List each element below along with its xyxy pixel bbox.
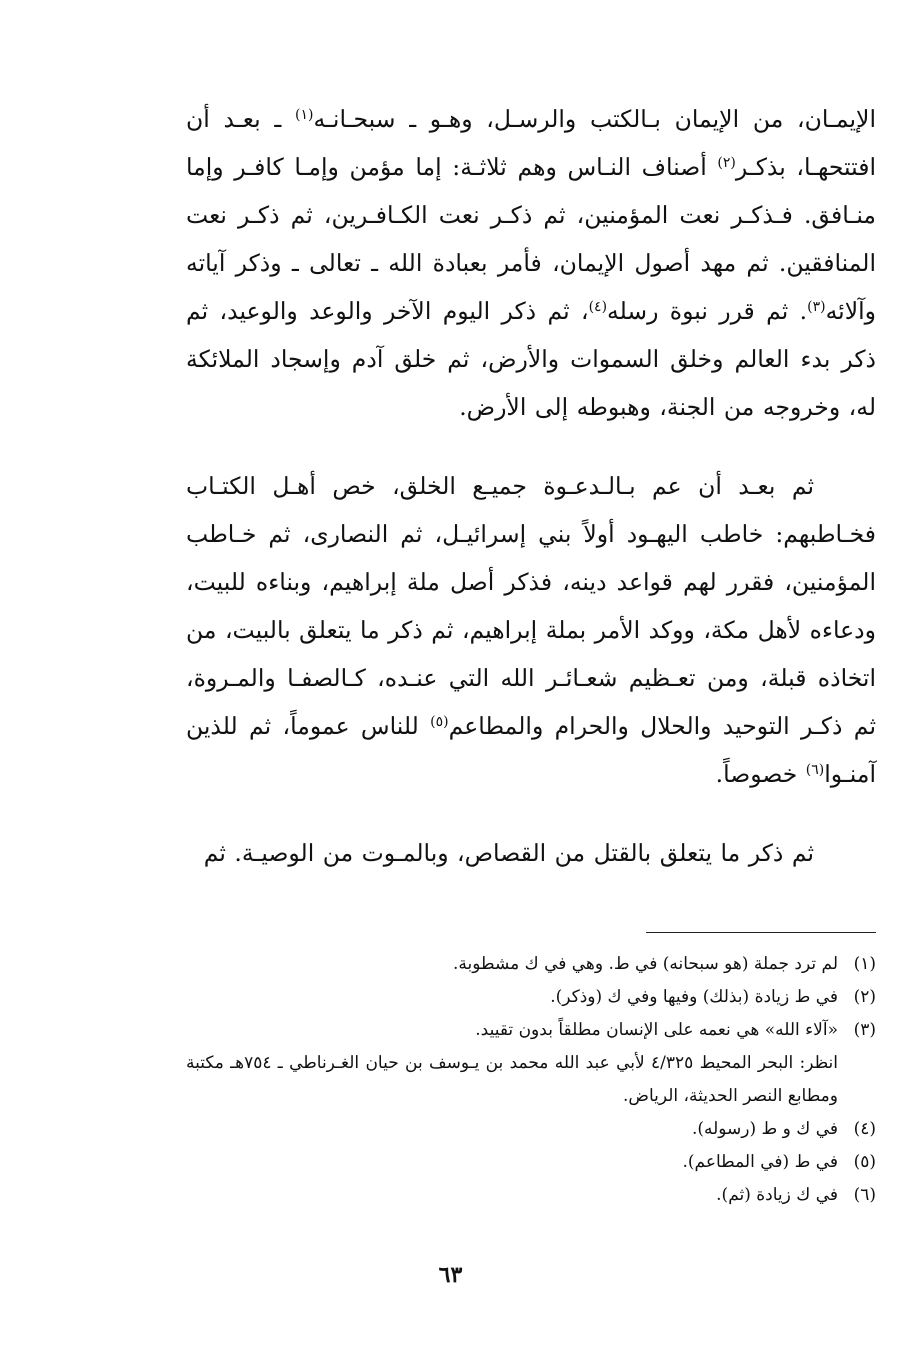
footnote-2	[186, 981, 876, 1014]
paragraph-text: ثم ذكر ما يتعلق بالقتل من القصاص، وبالمـوت من الوصيـة. ثم	[203, 839, 814, 867]
page-number: ٦٣	[438, 1262, 463, 1288]
footnote-text: في ط زيادة (بذلك) وفيها وفي ك (وذكر).	[550, 987, 838, 1007]
footnote-number: (٦)	[853, 1185, 876, 1205]
footnote-divider	[646, 932, 876, 933]
footnote-text: في ك و ط (رسوله).	[691, 1119, 838, 1139]
paragraph-text: ـ بعـد أن افتتحهـا، بذكـر	[186, 105, 876, 181]
footnote-ref[interactable]: (٥)	[430, 714, 449, 730]
paragraph-text: خصوصاً.	[715, 760, 806, 788]
footnote-ref[interactable]: (١)	[294, 107, 314, 123]
paragraph-text: للناس عموماً، ثم للذين آمنـوا	[186, 712, 876, 788]
footnote-text: لم ترد جملة (هو سبحانه) في ط. وهي في ك مشطوبة.	[453, 954, 838, 974]
main-text	[186, 95, 876, 877]
footnote-ref[interactable]: (٤)	[588, 299, 608, 315]
paragraph-text: الإيمـان، من الإيمان بـالكتب والرسـل، وهـو ـ سبحـانـه	[313, 105, 876, 133]
footnote-1	[186, 948, 876, 981]
paragraph-2	[186, 462, 876, 798]
footnote-ref[interactable]: (٣)	[807, 299, 826, 315]
footnote-text: «آلاء الله» هي نعمه على الإنسان مطلقاً بدون تقييد.	[475, 1020, 838, 1040]
paragraph-text: . ثم قرر نبوة رسله	[607, 297, 808, 325]
footnote-ref[interactable]: (٦)	[805, 762, 825, 778]
paragraph-3	[186, 829, 876, 877]
footnote-text: في ط (في المطاعم).	[682, 1152, 838, 1172]
paragraph-text: ، ثم ذكر اليوم الآخر والوعد والوعيد، ثم ذكر بدء العالم وخلق السموات والأرض، ثم خلق آدم وإسجاد الملائكة له، وخروجه من الجنة، وهبوطه إلى الأرض.	[186, 297, 876, 421]
footnote-number: (٥)	[853, 1152, 876, 1172]
footnote-number: (٢)	[853, 987, 876, 1007]
footnote-3-continuation: انظر: البحر المحيط ٤/٣٢٥ لأبي عبد الله محمد بن يـوسف بن حيان الغـرناطي ـ ٧٥٤هـ مكتبة ومطابع النصر الحديثة، الرياض.	[186, 1053, 839, 1106]
footnote-number: (٣)	[853, 1020, 876, 1040]
footnote-text: في ك زيادة (ثم).	[716, 1185, 838, 1205]
footnote-number: (١)	[853, 954, 876, 974]
footnote-number: (٤)	[853, 1119, 876, 1139]
footnote-6	[186, 1179, 876, 1212]
footnote-3	[186, 1014, 876, 1047]
footnote-ref[interactable]: (٢)	[717, 155, 736, 171]
footnote-5	[186, 1146, 876, 1179]
paragraph-text: أصناف النـاس وهم ثلاثـة: إما مؤمن وإمـا كافـر وإما منـافق. فـذكـر نعت المؤمنين، ثم ذكـر نعت الكـافـرين، ثم ذكـر نعت المنافقين. ثم مهد أصول الإيمان، فأمر بعبادة الله ـ تعالى ـ وذكر آياته وآلائه	[186, 153, 876, 325]
footnotes	[186, 948, 876, 1212]
paragraph-1	[186, 95, 876, 431]
paragraph-text: ثم بعـد أن عم بـالـدعـوة جميـع الخلق، خص أهـل الكتـاب فخـاطبهم: خاطب اليهـود أولاً بني إسرائيـل، ثم النصارى، ثم خـاطب المؤمنين، فقرر لهم قواعد دينه، فذكر أصل ملة إبراهيم، وبناءه للبيت، ودعاءه لأهل مكة، ووكد الأمر بملة إبراهيم، ثم ذكر ما يتعلق بالبيت، من اتخاذه قبلة، ومن تعـظيم شعـائـر الله التي عنـده، كـالصفـا والمـروة، ثم ذكـر التوحيد والحلال والحرام والمطاعم	[186, 472, 876, 740]
footnote-4	[186, 1113, 876, 1146]
